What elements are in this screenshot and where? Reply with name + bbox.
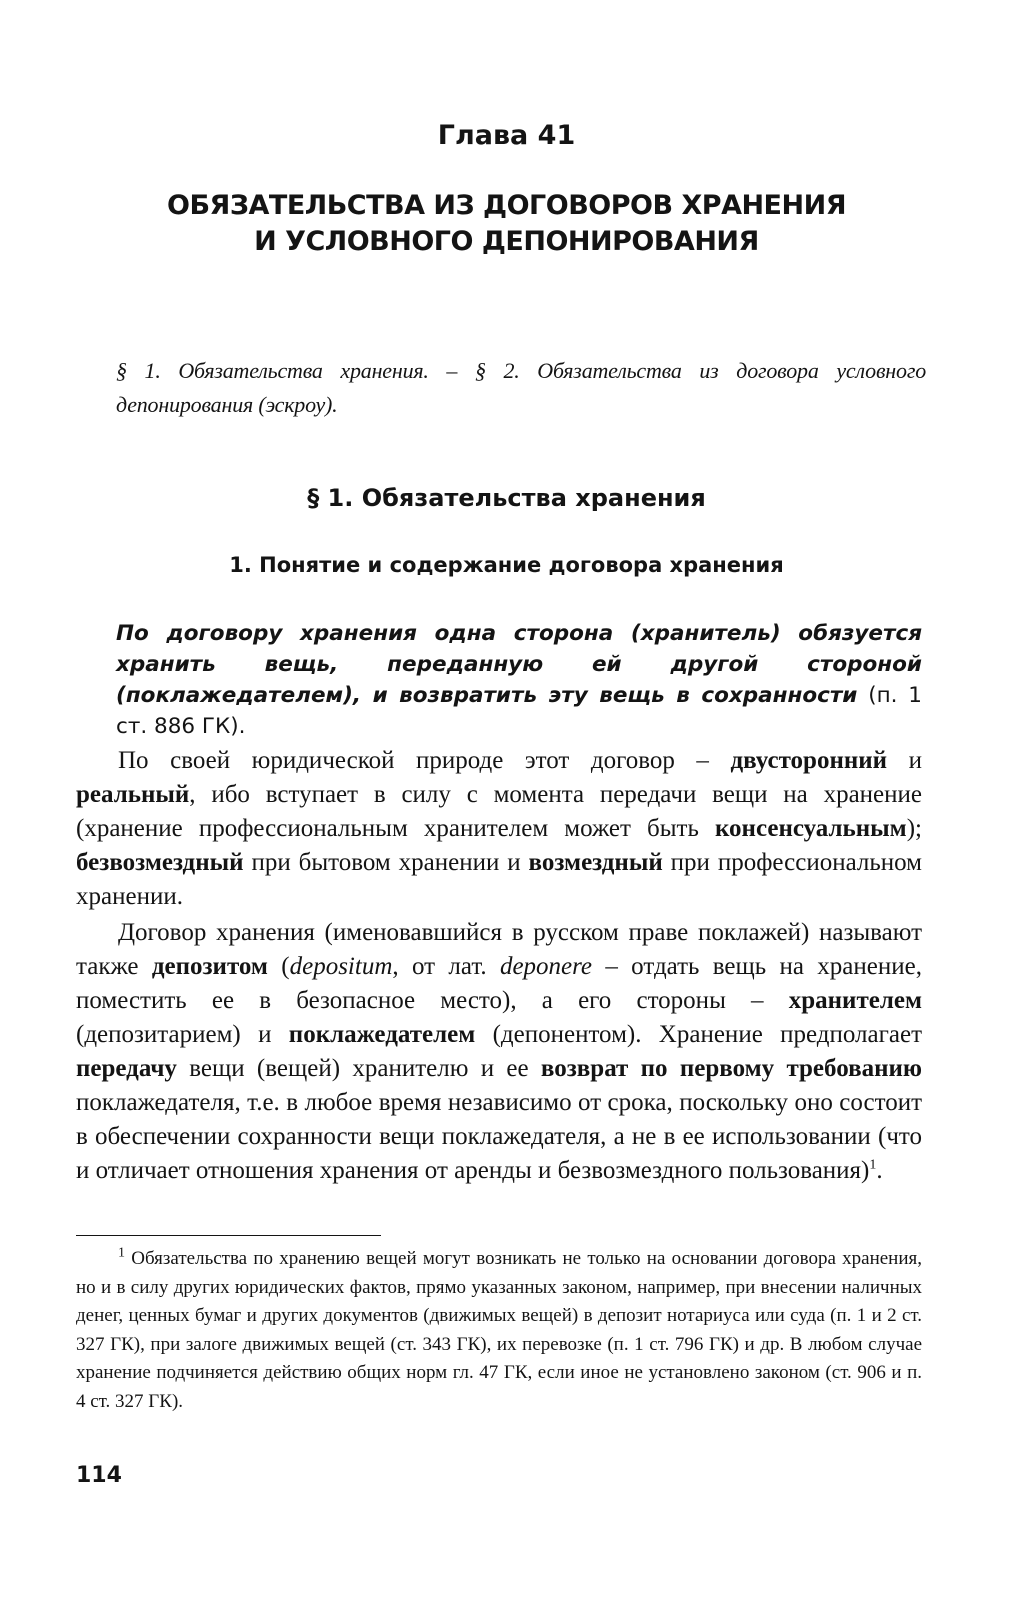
chapter-title [60, 188, 953, 260]
chapter-title-line-2: И УСЛОВНОГО ДЕПОНИРОВАНИЯ [254, 226, 759, 257]
definition-block [116, 618, 922, 742]
footnote-marker: 1 [118, 1245, 125, 1261]
body-text [76, 744, 922, 1188]
definition-reference: (п. 1 ст. 886 ГК). [116, 683, 922, 739]
definition-text: По договору хранения одна сторона (хранитель) обязуется хранить вещь, переданную ей другой стороной (поклажедателем), и возвратить эту вещь в сохранности [116, 621, 922, 708]
footnote-text: $^1$ Обязательства по хранению вещей могут возникать не только на основании договора хранения, но и в силу других юридических фактов, прямо указанных законом, например, при внесении наличных денег, ценных бумаг и других документов (движимых вещей) в депозит нотариуса или суда (п. 1 и 2 ст. 327 ГК), при залоге движимых вещей (ст. 343 ГК), их перевозке (п. 1 ст. 796 ГК) и др. В любом случае хранение подчиняется действию общих норм гл. 47 ГК, если иное не установлено законом (ст. 906 и п. 4 ст. 327 ГК). [76, 1245, 922, 1412]
footnote [76, 1245, 922, 1416]
chapter-label: Глава 41 [437, 120, 576, 151]
paragraph-2: Договор хранения (именовавшийся в русском праве поклажей) называют также депозитом (depositum, от лат. deponere – отдать вещь на хранение, поместить ее в безопасное место), а его стороны – хранителем (депозитарием) и поклажедателем (депонентом). Хранение предполагает передачу вещи (вещей) хранителю и ее возврат по первому требованию поклажедателя, т.е. в любое время независимо от срока, поскольку оно состоит в обеспечении сохранности вещи поклажедателя, а не в ее использовании (что и отличает отношения хранения от аренды и безвозмездного пользования)$^1$. [76, 919, 922, 1184]
footnote-reference[interactable]: 1 [869, 1157, 877, 1173]
paragraph-1: По своей юридической природе этот договор – двусторонний и реальный, ибо вступает в силу с момента передачи вещи на хранение (хранение профессиональным хранителем может быть консенсуальным); безвозмездный при бытовом хранении и возмездный при профессиональном хранении. [76, 747, 922, 910]
subsection-heading: 1. Понятие и содержание договора хранения [229, 553, 784, 577]
section-heading: § 1. Обязательства хранения [307, 484, 706, 512]
footnote-divider [76, 1235, 381, 1236]
chapter-contents: § 1. Обязательства хранения. – § 2. Обязательства из договора условного депонирования (эскроу). [116, 358, 926, 417]
chapter-title-line-1: ОБЯЗАТЕЛЬСТВА ИЗ ДОГОВОРОВ ХРАНЕНИЯ [167, 190, 846, 221]
page-number: 114 [76, 1463, 122, 1488]
